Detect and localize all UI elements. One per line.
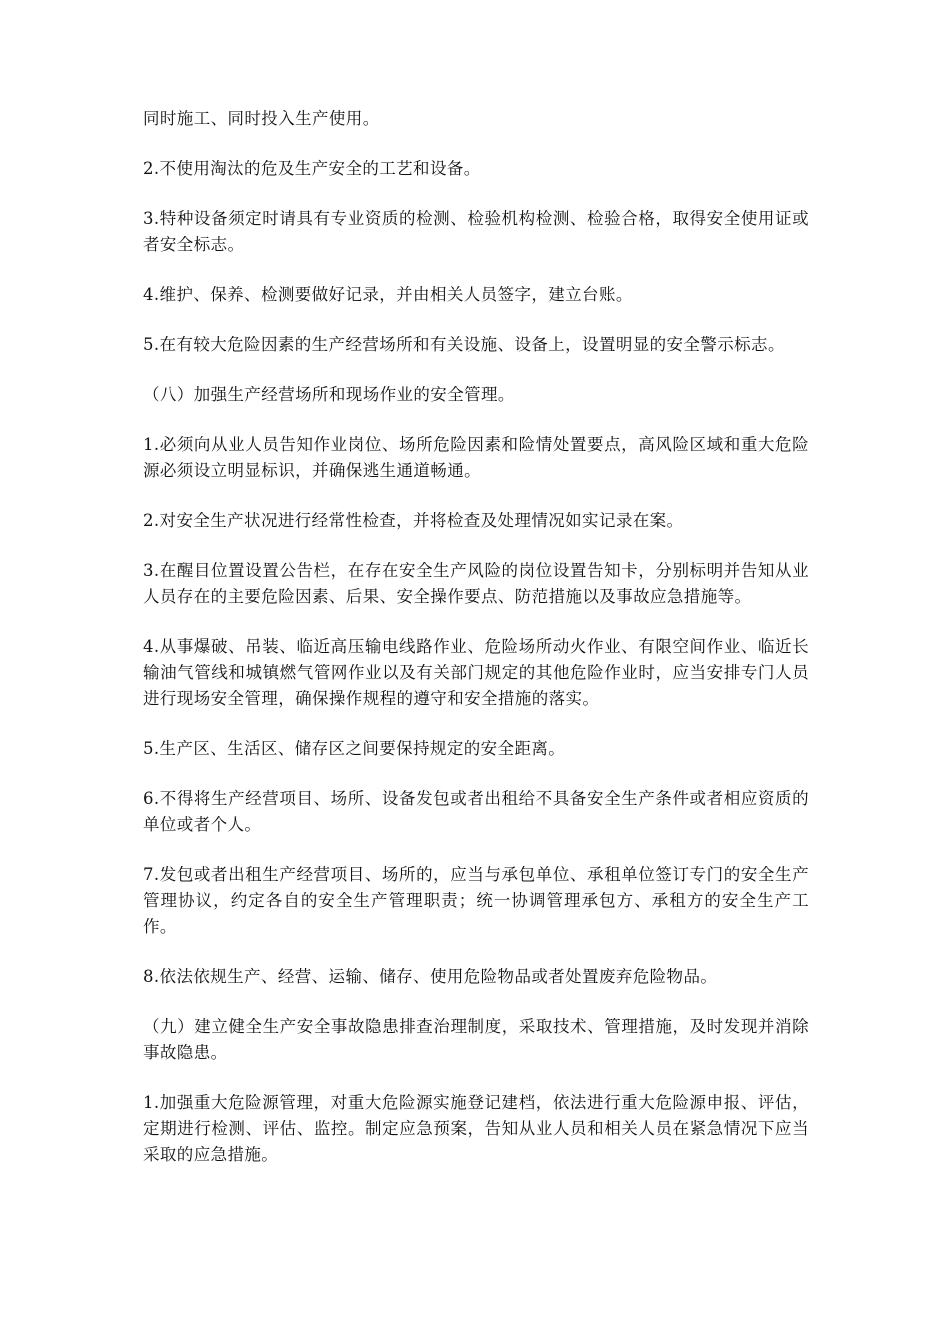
paragraph-item-6-subcontracting: 6.不得将生产经营项目、场所、设备发包或者出租给不具备安全生产条件或者相应资质的单位或者个人。 [143, 789, 809, 834]
paragraph-item-2-obsolete-equipment: 2.不使用淘汰的危及生产安全的工艺和设备。 [143, 159, 481, 178]
paragraph-item-5-warning-signs: 5.在有较大危险因素的生产经营场所和有关设施、设备上，设置明显的安全警示标志。 [143, 335, 785, 354]
paragraph-item-5-safety-distance: 5.生产区、生活区、储存区之间要保持规定的安全距离。 [143, 739, 566, 758]
paragraph-continuation: 同时施工、同时投入生产使用。 [143, 109, 380, 128]
paragraph-item-2-regular-inspection: 2.对安全生产状况进行经常性检查，并将检查及处理情况如实记录在案。 [143, 511, 684, 530]
paragraph-item-3-special-equipment: 3.特种设备须定时请具有专业资质的检测、检验机构检测、检验合格，取得安全使用证或者安全标志。 [143, 209, 809, 254]
section-heading-9: （九）建立健全生产安全事故隐患排查治理制度，采取技术、管理措施，及时发现并消除事故隐患。 [143, 1017, 809, 1062]
paragraph-item-1-major-hazard: 1.加强重大危险源管理，对重大危险源实施登记建档，依法进行重大危险源申报、评估，定期进行检测、评估、监控。制定应急预案，告知从业人员和相关人员在紧急情况下应当采取的应急措施。 [143, 1093, 809, 1164]
section-heading-8: （八）加强生产经营场所和现场作业的安全管理。 [143, 385, 515, 404]
paragraph-item-3-bulletin-board: 3.在醒目位置设置公告栏，在存在安全生产风险的岗位设置告知卡，分别标明并告知从业人员存在的主要危险因素、后果、安全操作要点、防范措施以及事故应急措施等。 [143, 561, 809, 606]
paragraph-item-1-hazard-notice: 1.必须向从业人员告知作业岗位、场所危险因素和险情处置要点，高风险区域和重大危险源必须设立明显标识，并确保逃生通道畅通。 [143, 435, 809, 480]
paragraph-item-8-dangerous-goods: 8.依法依规生产、经营、运输、储存、使用危险物品或者处置废弃危险物品。 [143, 967, 718, 986]
paragraph-item-4-maintenance-records: 4.维护、保养、检测要做好记录，并由相关人员签字，建立台账。 [143, 285, 633, 304]
paragraph-item-4-dangerous-work: 4.从事爆破、吊装、临近高压输电线路作业、危险场所动火作业、有限空间作业、临近长输油气管线和城镇燃气管网作业以及有关部门规定的其他危险作业时，应当安排专门人员进行现场安全管理，确保操作规程的遵守和安全措施的落实。 [143, 637, 809, 708]
document-body [143, 106, 809, 1192]
paragraph-item-7-safety-agreement: 7.发包或者出租生产经营项目、场所的，应当与承包单位、承租单位签订专门的安全生产管理协议，约定各自的安全生产管理职责；统一协调管理承包方、承租方的安全生产工作。 [143, 865, 809, 936]
